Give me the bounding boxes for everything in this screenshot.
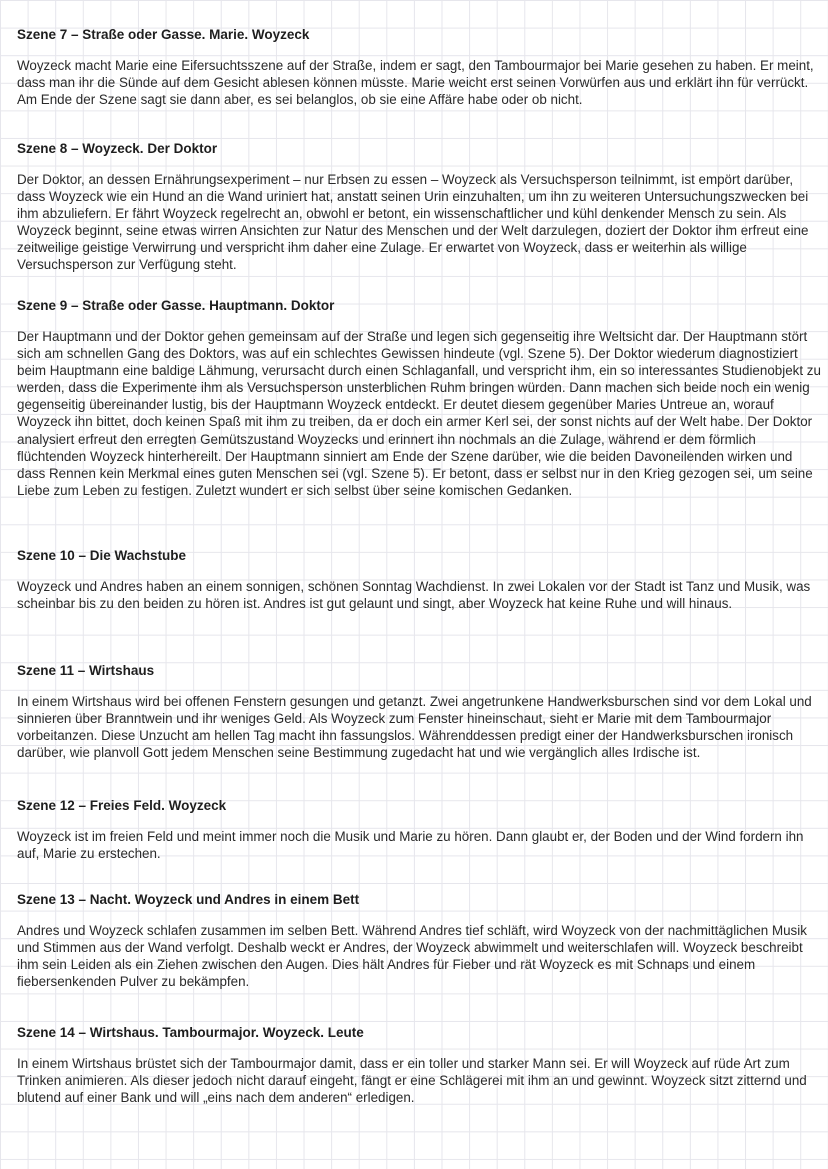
scene-9 bbox=[17, 297, 823, 499]
scene-summary: Woyzeck und Andres haben an einem sonnigen, schönen Sonntag Wachdienst. In zwei Lokalen vor der Stadt ist Tanz und Musik, was scheinbar bis zu den beiden zu hören ist. Andres ist gut gelaunt und singt, aber Woyzeck hat keine Ruhe und will hinaus. bbox=[17, 579, 811, 612]
scene-summary: In einem Wirtshaus wird bei offenen Fenstern gesungen und getanzt. Zwei angetrunkene Handwerksburschen sind vor dem Lokal und sinnieren über Branntwein und ihr weniges Geld. Als Woyzeck zum Fenster hineinschaut, sieht er Marie mit dem Tambourmajor vorbeitanzen. Diese Unzucht am hellen Tag macht ihn fassungslos. Währenddessen predigt einer der Handwerksburschen ironisch darüber, wie planvoll Gott jedem Menschen seine Bestimmung zugedacht hat und wie vergänglich alles Irdische ist. bbox=[17, 694, 812, 761]
scene-heading: Szene 14 – Wirtshaus. Tambourmajor. Woyzeck. Leute bbox=[17, 1025, 364, 1040]
scene-heading: Szene 7 – Straße oder Gasse. Marie. Woyzeck bbox=[17, 27, 310, 42]
scene-7 bbox=[17, 26, 823, 108]
scene-heading: Szene 12 – Freies Feld. Woyzeck bbox=[17, 798, 227, 813]
scene-summary: Andres und Woyzeck schlafen zusammen im selben Bett. Während Andres tief schläft, wird Woyzeck von der nachmittäglichen Musik und Stimmen aus der Wand verfolgt. Deshalb weckt er Andres, der Woyzeck abwimmelt und weiterschlafen will. Woyzeck beschreibt ihm sein Leiden als ein Ziehen zwischen den Augen. Dies hält Andres für Fieber und rät Woyzeck es mit Schnaps und einem fiebersenkenden Pulver zu bekämpfen. bbox=[17, 923, 807, 990]
scene-12 bbox=[17, 797, 823, 862]
scene-heading: Szene 9 – Straße oder Gasse. Hauptmann. Doktor bbox=[17, 298, 335, 313]
scene-14 bbox=[17, 1024, 823, 1106]
scene-heading: Szene 10 – Die Wachstube bbox=[17, 548, 187, 563]
scene-heading: Szene 11 – Wirtshaus bbox=[17, 663, 155, 678]
scene-summary: In einem Wirtshaus brüstet sich der Tambourmajor damit, dass er ein toller und starker Mann sei. Er will Woyzeck auf rüde Art zum Trinken animieren. Als dieser jedoch nicht darauf eingeht, fängt er eine Schlägerei mit ihm an und gewinnt. Woyzeck sitzt zitternd und blutend auf einer Bank und will „eins nach dem anderen“ erledigen. bbox=[17, 1056, 807, 1106]
scene-summary: Der Doktor, an dessen Ernährungsexperiment – nur Erbsen zu essen – Woyzeck als Versuchsperson teilnimmt, ist empört darüber, dass Woyzeck wie ein Hund an die Wand uriniert hat, anstatt seinen Urin einzuhalten, um ihn zu weiteren Untersuchungszwecken bei ihm abzuliefern. Er fährt Woyzeck regelrecht an, obwohl er betont, ein wissenschaftlicher und kühl denkender Mensch zu sein. Als Woyzeck beginnt, seine etwas wirren Ansichten zur Natur des Menschen und der Welt darzulegen, doziert der Doktor ihm erfreut eine zeitweilige geistige Verwirrung und verspricht ihm daher eine Zulage. Er erwartet von Woyzeck, dass er weiterhin als willige Versuchsperson zur Verfügung steht. bbox=[17, 172, 809, 273]
scene-summary: Der Hauptmann und der Doktor gehen gemeinsam auf der Straße und legen sich gegenseitig ihre Weltsicht dar. Der Hauptmann stört sich am schnellen Gang des Doktors, was auf ein schlechtes Gewissen hindeute (vgl. Szene 5). Der Doktor wiederum diagnostiziert beim Hauptmann eine baldige Lähmung, verursacht durch einen Schlaganfall, und verspricht ihm, ein so interessantes Studienobjekt zu werden, dass die Experimente ihm als Versuchsperson unsterblichen Ruhm bringen würden. Dann machen sich beide noch ein wenig gegenseitig übereinander lustig, bis der Hauptmann Woyzeck entdeckt. Er deutet diesem gegenüber Maries Untreue an, worauf Woyzeck ihn bittet, doch keinen Spaß mit ihm zu treiben, da er doch ein armer Kerl sei, der sonst nichts auf der Welt habe. Der Doktor analysiert erfreut den erregten Gemütszustand Woyzecks und erinnert ihn nochmals an die Zulage, während er dem förmlich flüchtenden Woyzeck hinterhereilt. Der Hauptmann sinniert am Ende der Szene darüber, wie die beiden Davoneilenden wirken und dass Rennen kein Merkmal eines guten Menschen sei (vgl. Szene 5). Er betont, dass er selbst nur in den Krieg gezogen sei, um seine Liebe zum Leben zu festigen. Zuletzt wundert er sich selbst über seine komischen Gedanken. bbox=[17, 329, 821, 498]
scene-11 bbox=[17, 662, 823, 761]
scene-13 bbox=[17, 891, 823, 990]
scene-10 bbox=[17, 547, 823, 612]
scene-summary: Woyzeck ist im freien Feld und meint immer noch die Musik und Marie zu hören. Dann glaubt er, der Boden und der Wind fordern ihn auf, Marie zu erstechen. bbox=[17, 829, 804, 862]
scene-summary: Woyzeck macht Marie eine Eifersuchtsszene auf der Straße, indem er sagt, den Tambourmajor bei Marie gesehen zu haben. Er meint, dass man ihr die Sünde auf dem Gesicht ablesen können müsste. Marie weicht erst seinen Vorwürfen aus und erklärt ihn für verrückt. Am Ende der Szene sagt sie dann aber, es sei belanglos, ob sie eine Affäre habe oder ob nicht. bbox=[17, 58, 814, 108]
scene-8 bbox=[17, 140, 823, 274]
scene-heading: Szene 8 – Woyzeck. Der Doktor bbox=[17, 141, 218, 156]
scene-heading: Szene 13 – Nacht. Woyzeck und Andres in einem Bett bbox=[17, 892, 360, 907]
